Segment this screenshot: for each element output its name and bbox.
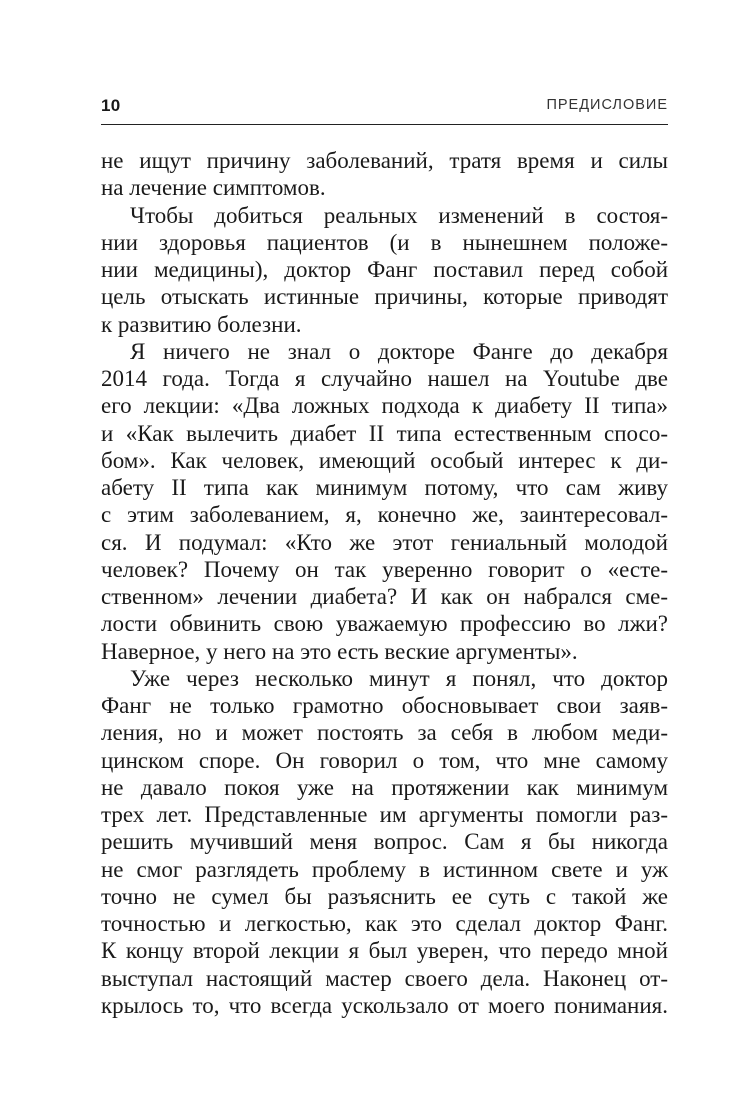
text-line: человек? Почему он так уверенно говорит о «есте- — [101, 556, 668, 582]
text-line: Чтобы добиться реальных изменений в состоя- — [130, 202, 668, 228]
text-line: к развитию болезни. — [101, 311, 302, 337]
text-line: трех лет. Представленные им аргументы помогли раз- — [101, 802, 668, 827]
text-line: не смог разглядеть проблему в истинном свете и уж — [101, 856, 668, 882]
text-line: нии здоровья пациентов (и в нынешнем положе- — [101, 229, 668, 255]
text-line: нии медицины), доктор Фанг поставил перед собой — [101, 257, 668, 282]
text-line: ственном» лечении диабета? И как он набрался сме- — [101, 584, 668, 609]
text-line: точно не сумел бы разъяснить ее суть с такой же — [101, 883, 668, 909]
text-line: не ищут причину заболеваний, тратя время и силы — [101, 148, 668, 173]
text-line: Фанг не только грамотно обосновывает свои заяв- — [101, 693, 668, 718]
page-number: 10 — [101, 96, 121, 115]
body-text — [101, 147, 668, 1019]
text-line: не давало покоя уже на протяжении как минимум — [101, 774, 668, 800]
text-line: решить мучивший меня вопрос. Сам я бы никогда — [101, 829, 668, 855]
text-line: К концу второй лекции я был уверен, что передо мной — [101, 938, 668, 964]
text-line: на лечение симптомов. — [101, 175, 326, 201]
text-line: Наверное, у него на это есть веские аргументы». — [101, 638, 578, 664]
text-line: ся. И подумал: «Кто же этот гениальный молодой — [101, 529, 668, 555]
text-line: абету II типа как минимум потому, что сам живу — [101, 475, 668, 500]
text-line: цель отыскать истинные причины, которые приводят — [101, 284, 668, 310]
chapter-title: ПРЕДИСЛОВИЕ — [546, 97, 668, 113]
text-line: и «Как вылечить диабет II типа естественным спосо- — [101, 420, 668, 446]
text-line: цинском споре. Он говорил о том, что мне самому — [101, 747, 668, 773]
text-line: бом». Как человек, имеющий особый интерес к ди- — [101, 447, 668, 473]
text-line: его лекции: «Два ложных подхода к диабету II типа» — [101, 393, 668, 419]
text-line: выступал настоящий мастер своего дела. Наконец от- — [101, 965, 668, 991]
text-line: крылось то, что всегда ускользало от моего понимания. — [101, 992, 668, 1018]
text-line: с этим заболеванием, я, конечно же, заинтересовал- — [101, 502, 668, 528]
text-line: ления, но и может постоять за себя в любом меди- — [101, 720, 668, 746]
text-line: лости обвинить свою уважаемую профессию во лжи? — [101, 611, 668, 637]
text-line: 2014 года. Тогда я случайно нашел на Youtube две — [101, 366, 668, 391]
text-line: Я ничего не знал о докторе Фанге до декабря — [130, 338, 668, 364]
text-line: Уже через несколько минут я понял, что доктор — [130, 665, 668, 691]
text-line: точностью и легкостью, как это сделал доктор Фанг. — [101, 911, 668, 936]
running-header — [101, 88, 668, 125]
